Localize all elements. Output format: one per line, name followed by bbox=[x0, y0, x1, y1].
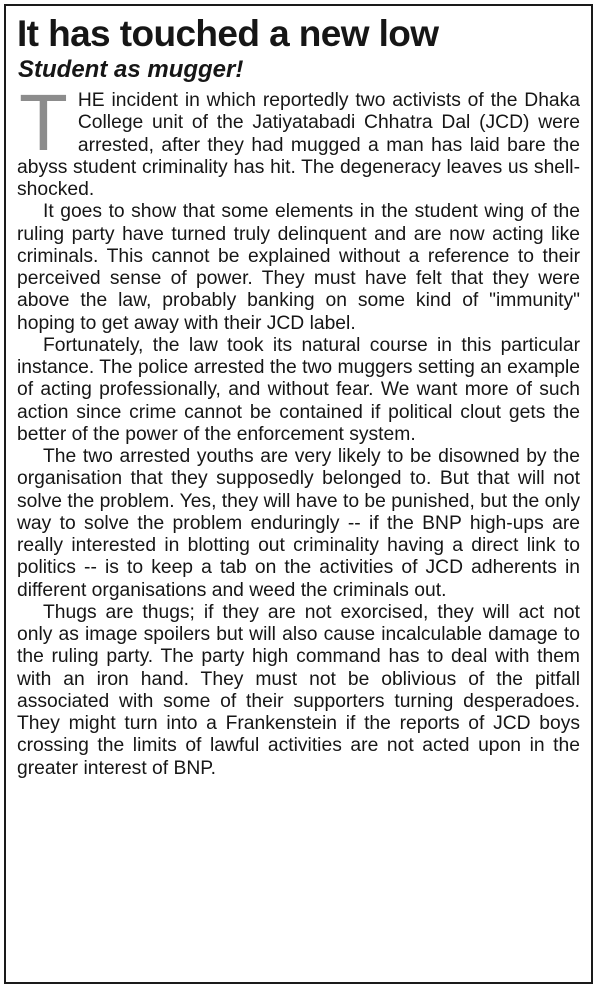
subheadline: Student as mugger! bbox=[18, 56, 244, 83]
paragraph-3: Fortunately, the law took its natural course in this particular instance. The police arrested the two muggers setting an example of acting professionally, and without fear. We want more of such action since crime cannot be contained if political clout gets the better of the power of the enforcement system. bbox=[17, 334, 580, 445]
paragraph-1-text: HE incident in which reportedly two activists of the Dhaka College unit of the Jatiyatabadi Chhatra Dal (JCD) were arrested, after they had mugged a man has laid bare the abyss student criminality has hit. The degeneracy leaves us shell-shocked. bbox=[17, 90, 580, 200]
paragraph-4: The two arrested youths are very likely to be disowned by the organisation that they supposedly belonged to. But that will not solve the problem. Yes, they will have to be punished, but the only way to solve the problem enduringly -- if the BNP high-ups are really interested in blotting out criminality having a direct link to politics -- is to keep a tab on the activities of JCD adherents in different organisations and weed the criminals out. bbox=[17, 446, 580, 601]
paragraph-2: It goes to show that some elements in the student wing of the ruling party have turned truly delinquent and are now acting like criminals. This cannot be explained without a reference to their perceived sense of power. They must have felt that they were above the law, probably banking on some kind of "immunity" hoping to get away with their JCD label. bbox=[17, 201, 580, 334]
editorial-article bbox=[17, 12, 580, 780]
drop-cap: T bbox=[19, 78, 68, 167]
paragraph-5: Thugs are thugs; if they are not exorcised, they will act not only as image spoilers but will also cause incalculable damage to the ruling party. The party high command has to deal with them with an iron hand. They must not be oblivious of the pitfall associated with some of their supporters turning desperadoes. They might turn into a Frankenstein if the reports of JCD boys crossing the limits of lawful activities are not acted upon in the greater interest of BNP. bbox=[17, 601, 580, 779]
article-body bbox=[17, 78, 580, 780]
paragraph-1 bbox=[17, 78, 580, 201]
headline: It has touched a new low bbox=[17, 13, 439, 54]
